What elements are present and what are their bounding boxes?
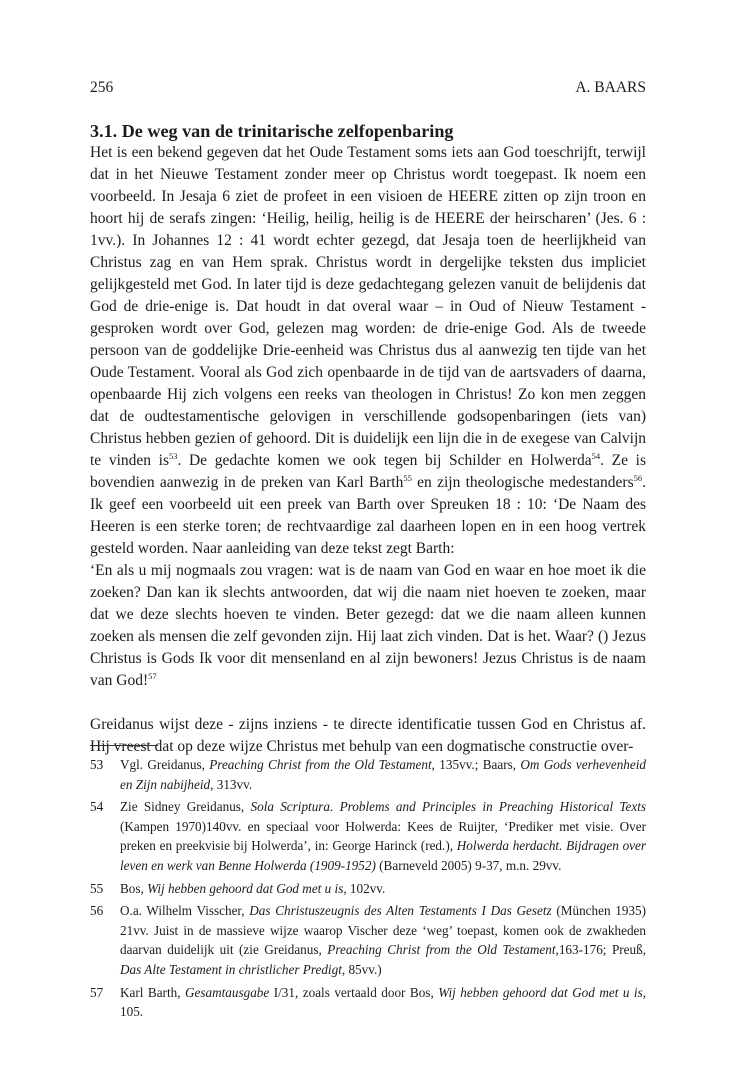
footnote-title: Om Gods verhevenheid en Zijn nabijheid — [120, 757, 646, 792]
footnote-ref-56[interactable]: 56 — [633, 472, 643, 483]
footnote-54 — [90, 797, 646, 875]
footnote-text: , 313vv. — [210, 776, 253, 792]
main-text — [90, 120, 646, 758]
footnotes — [90, 755, 646, 1025]
footnote-title: Preaching Christ from the Old Testament — [209, 757, 432, 772]
footnote-ref-55[interactable]: 55 — [403, 472, 412, 483]
footnote-title: Gesamtausgabe — [185, 984, 270, 1000]
footnote-57 — [90, 983, 646, 1022]
footnote-text: , 135vv.; Baars, — [431, 757, 521, 772]
p1-text-d: en zijn theologische medestanders — [411, 474, 634, 491]
p1-text-a: Het is een bekend gegeven dat het Oude Testament soms iets aan God toeschrijft, terwijl dat in het Nieuwe Testament zonder meer op Christus wordt toegepast. Ik noem een voorbeeld. In Jesaja 6 ziet de profeet in een visioen de HEERE zitten op zijn troon en hoort hij de serafs zingen: ‘Heilig, heilig, heilig is de HEERE der heirscharen’ (Jes. 6 : 1vv.). In Johannes 12 : 41 wordt echter gezegd, dat Jesaja toen de heerlijkheid van Christus zag en van Hem sprak. Christus wordt in dergelijke teksten dus impliciet gelijkgesteld met God. In later tijd is deze gedachtegang gelezen vanuit de belijdenis dat God de drie-enige is. Dat houdt in dat overal waar – in Oud of Nieuw Testament - gesproken wordt over God, gelezen mag worden: de drie-enige God. Als de tweede persoon van de goddelijke Drie-eenheid was Christus dus al aanwezig ten tijde van het Oude Testament. Vooral als God zich openbaarde in de tijd van de aartsvaders of daarna, openbaarde Hij zich volgens een reeks van theologen in Christus! Zo kon men zeggen dat de oudtestamentische gelovigen in verschillende godsopenbaringen (iets van) Christus hebben gezien of gehoord. Dit is duidelijk een lijn die in de exegese van Calvijn te vinden is — [90, 144, 646, 469]
running-head: A. BAARS — [575, 79, 646, 96]
footnote-title: Holwerda herdacht. Bijdragen over leven en werk van Benne Holwerda (1909-1952) — [120, 838, 646, 873]
footnote-title: Sola Scriptura. Problems and Principles in Preaching Historical Texts — [250, 799, 647, 815]
body-paragraph-2: Greidanus wijst deze - zijns inziens - te directe identificatie tussen God en Christus af. Hij vreest dat op deze wijze Christus met behulp van een dogmatische constructie over- — [90, 716, 646, 755]
page-header — [90, 77, 646, 99]
p1-text-e: . Ik geef een voorbeeld uit een preek van Barth over Spreuken 18 : 10: ‘De Naam des Heeren is een sterke toren; de rechtvaardige zal daarheen lopen en in een hoog vertrek gesteld worden. Naar aanleiding van deze tekst zegt Barth: — [90, 474, 646, 557]
footnote-text: ,163-176; Preuß, — [555, 942, 647, 958]
block-quote — [90, 560, 646, 692]
footnote-56 — [90, 901, 646, 979]
footnote-number: 57 — [90, 984, 104, 1000]
paragraph-gap — [90, 692, 646, 714]
p1-text-c: . Ze is bovendien aanwezig in de preken van Karl Barth — [90, 452, 646, 491]
footnote-text: O.a. Wilhelm Visscher, — [120, 903, 250, 919]
footnote-text: (Barneveld 2005) 9-37, m.n. 29vv. — [375, 857, 562, 873]
footnote-text: Bos, — [120, 880, 148, 896]
footnote-text: Zie Sidney Greidanus, — [120, 799, 251, 815]
footnote-text: , 105. — [120, 984, 647, 1020]
footnote-53 — [90, 755, 646, 794]
p1-text-b: . De gedachte komen we ook tegen bij Schilder en Holwerda — [177, 452, 592, 469]
footnote-text: (München 1935) 21vv. Juist in de massieve wijze waarop Vischer deze ‘weg’ toepast, komen ook de zwakheden daarvan duidelijk uit (zie Greidanus, — [120, 903, 646, 958]
footnote-text: , 102vv. — [343, 880, 386, 896]
footnote-number: 56 — [90, 903, 104, 919]
footnote-title: Wij hebben gehoord dat God met u is — [438, 984, 643, 1000]
footnote-text: Karl Barth, — [120, 984, 185, 1000]
quote-text: ‘En als u mij nogmaals zou vragen: wat is de naam van God en waar en hoe moet ik die zoeken? Dan kan ik slechts antwoorden, dat wij die naam niet hoeven te zoeken, maar dat we deze slechts hoeven te vinden. Beter gezegd: dat we die naam alleen kunnen zoeken als mensen die zelf gevonden zijn. Hij laat zich vinden. Dat is het. Waar? () Jezus Christus is Gods Ik voor dit mensenland en al zijn bewoners! Jezus Christus is de naam van God! — [90, 562, 646, 689]
footnote-number: 53 — [90, 757, 104, 772]
footnote-rule — [90, 745, 158, 746]
page-number: 256 — [90, 79, 114, 96]
footnote-text: , 85vv.) — [341, 961, 382, 977]
footnote-title: Preaching Christ from the Old Testament — [327, 942, 556, 958]
footnote-ref-57[interactable]: 57 — [148, 670, 157, 681]
footnote-text: Vgl. Greidanus, — [120, 757, 210, 772]
footnote-title: Das Christuszeugnis des Alten Testaments I Das Gesetz — [249, 903, 552, 919]
footnote-title: Das Alte Testament in christlicher Predigt — [120, 961, 342, 977]
footnote-ref-53[interactable]: 53 — [168, 450, 178, 461]
footnote-title: Wij hebben gehoord dat God met u is — [147, 880, 344, 896]
footnote-text: I/31, zoals vertaald door Bos, — [269, 984, 439, 1000]
footnote-text: (Kampen 1970)140vv. en speciaal voor Holwerda: Kees de Ruijter, ‘Prediker met visie. Over preken en preekvisie bij Holwerda’, in: George Harinck (red.), — [120, 818, 646, 854]
footnote-55 — [90, 879, 646, 899]
section-title: 3.1. De weg van de trinitarische zelfopenbaring — [90, 121, 454, 141]
footnote-ref-54[interactable]: 54 — [591, 450, 601, 461]
footnote-number: 54 — [90, 799, 104, 815]
footnote-number: 55 — [90, 880, 104, 896]
body-paragraph-1 — [90, 142, 646, 560]
